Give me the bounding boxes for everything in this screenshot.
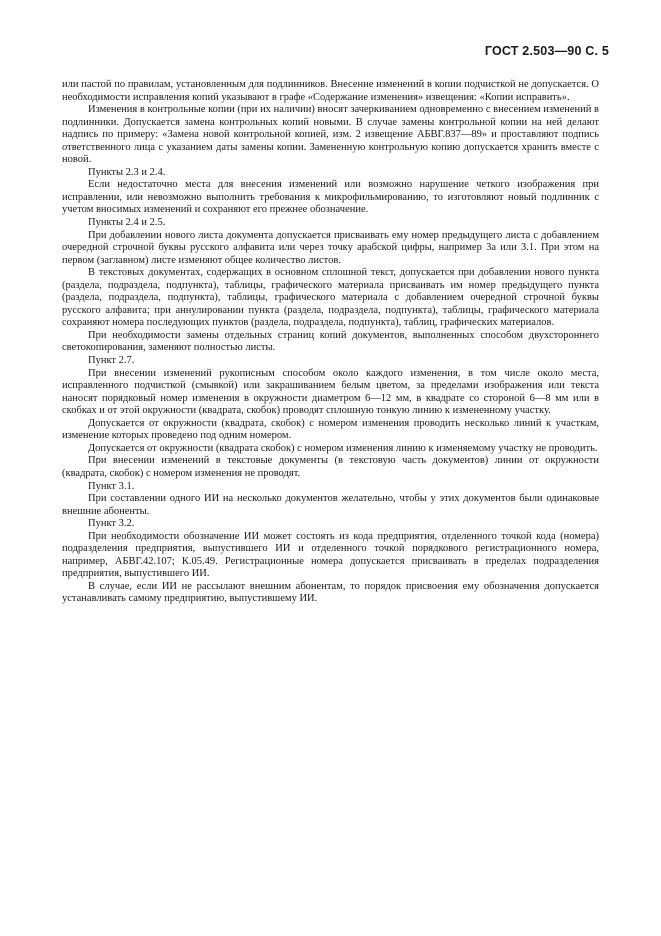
paragraph: Изменения в контрольные копии (при их наличии) вносят зачеркиванием одновременно с внесением изменений в подлинники. Допускается замена контрольных копий новыми. В случае замены контрольной копии на ней делают надпись по примеру: «Замена новой контрольной копией, изм. 2 извещение АБВГ.837—89» и проставляют подпись ответственного лица с указанием даты замены копии. Замененную контрольную копию допускается хранить вместе с новой. — [62, 104, 599, 166]
paragraph: Допускается от окружности (квадрата, скобок) с номером изменения проводить несколько линий к участкам, изменение которых проведено под одним номером. — [62, 417, 599, 442]
paragraph: В текстовых документах, содержащих в основном сплошной текст, допускается при добавлении нового пункта (раздела, подраздела, подпункта), таблицы, графического материала присваивать им номер предыдущего пункта (раздела, подраздела, подпункта), таблицы, графического материала с добавлением очередной строчной буквы русского алфавита; при аннулировании пункта (раздела, подраздела, подпункта), таблицы, графического материала сохраняют номера последующих пунктов (раздела, подраздела, подпункта), таблиц, графических материалов. — [62, 267, 599, 329]
item-reference: Пункт 3.1. — [88, 480, 135, 492]
paragraph: При составлении одного ИИ на несколько документов желательно, чтобы у этих документов были одинаковые внешние абоненты. — [62, 493, 599, 517]
item-reference: Пункты 2.3 и 2.4. — [88, 166, 166, 178]
paragraph: В случае, если ИИ не рассылают внешним абонентам, то порядок присвоения ему обозначения допускается устанавливать самому предприятию, выпустившему ИИ. — [62, 580, 599, 605]
paragraph: При добавлении нового листа документа допускается присваивать ему номер предыдущего листа с добавлением очередной строчной буквы русского алфавита или через точку арабской цифры, например 3а или 3.1. При этом на первом (заглавном) листе изменяют общее количество листов. — [62, 229, 599, 266]
running-header: ГОСТ 2.503—90 С. 5 — [484, 44, 609, 58]
paragraph: При внесении изменений в текстовые документы (в текстовую часть документов) линии от окружности (квадрата, скобок) с номером изменения не проводят. — [62, 455, 599, 479]
paragraph: При внесении изменений рукописным способом около каждого изменения, в том числе около места, исправленного подчисткой (смывкой) или закрашиванием белым цветом, за пределами изображения или текста наносят порядковый номер изменения в окружности диаметром 6—12 мм, в квадрате со стороной 6—8 мм или в скобках и от этой окружности (квадрата, скобок) проводят сплошную тонкую линию к измененному участку. — [62, 367, 599, 417]
item-reference: Пункт 2.7. — [88, 355, 135, 367]
paragraph: Если недостаточно места для внесения изменений или возможно нарушение четкого изображения при исправлении, или невозможно выполнить требования к микрофильмированию, то изготовляют новый подлинник с учетом вносимых изменений и сохраняют его прежнее обозначение. — [62, 179, 599, 216]
item-reference: Пункты 2.4 и 2.5. — [88, 217, 166, 229]
paragraph: При необходимости обозначение ИИ может состоять из кода предприятия, отделенного точкой кода (номера) подразделения предприятия, выпустившего ИИ и отделенного точкой порядкового регистрационного номера, например, АБВГ.42.107; К.05.49. Регистрационные номера допускается присваивать в пределах подразделения предприятия, выпустившего ИИ. — [62, 530, 599, 580]
item-reference: Пункт 3.2. — [88, 518, 135, 530]
paragraph-continuation: или пастой по правилам, установленным для подлинников. Внесение изменений в копии подчисткой не допускается. О необходимости исправления копий указывают в графе «Содержание изменения» извещения: «Копии исправить». — [62, 79, 599, 103]
paragraph: При необходимости замены отдельных страниц копий документов, выполненных способом двухстороннего светокопирования, заменяют полностью листы. — [62, 329, 599, 354]
document-body — [62, 79, 599, 606]
paragraph: Допускается от окружности (квадрата скобок) с номером изменения линию к изменяемому участку не проводить. — [88, 442, 598, 454]
